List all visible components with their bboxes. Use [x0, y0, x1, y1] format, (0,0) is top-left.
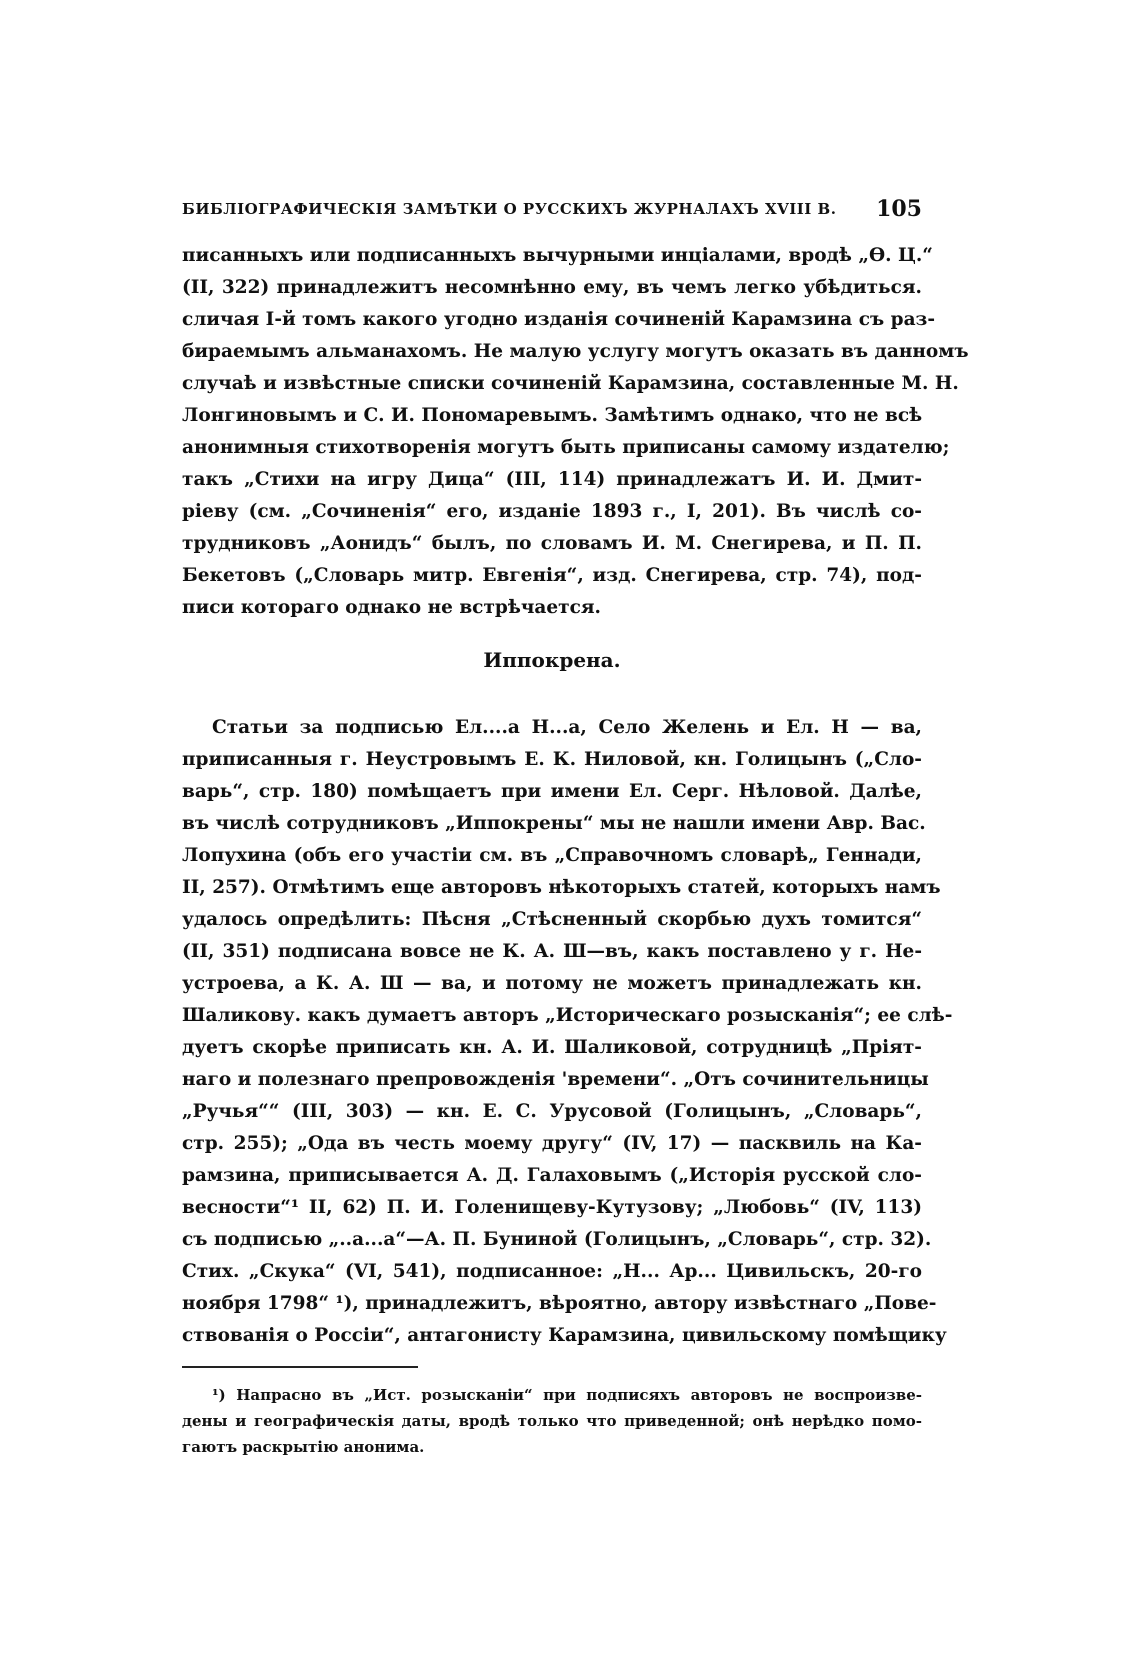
- text-line: случаѣ и извѣстные списки сочиненій Карамзина, составленные М. Н.: [182, 373, 959, 394]
- text-line: (II, 351) подписана вовсе не К. А. Ш—въ, какъ поставлено у г. Не-: [182, 941, 922, 962]
- footnote-line: дены и географическія даты, вродѣ только что приведенной; онѣ нерѣдко помо-: [182, 1412, 922, 1430]
- text-line: стр. 255); „Ода въ честь моему другу“ (IV, 17) — пасквиль на Ка-: [182, 1133, 922, 1154]
- text-line: Стих. „Скука“ (VI, 541), подписанное: „Н... Ар... Цивильскъ, 20-го: [182, 1261, 922, 1282]
- text-line: въ числѣ сотрудниковъ „Иппокрены“ мы не нашли имени Авр. Вас.: [182, 813, 926, 834]
- text-line: писанныхъ или подписанныхъ вычурными инціалами, вродѣ „Ө. Ц.“: [182, 245, 933, 266]
- text-line: писи котораго однако не встрѣчается.: [182, 597, 601, 618]
- footnote-line: ¹) Напрасно въ „Ист. розысканіи“ при подписяхъ авторовъ не воспроизве-: [212, 1386, 922, 1404]
- text-line: Лопухина (объ его участіи см. въ „Справочномъ словарѣ„ Геннади,: [182, 845, 922, 866]
- text-line: весности“¹ II, 62) П. И. Голенищеву-Кутузову; „Любовь“ (IV, 113): [182, 1197, 922, 1218]
- page-number: 105: [876, 196, 922, 222]
- text-line: Статьи за подписью Ел....а Н...а, Село Желень и Ел. Н — ва,: [212, 717, 922, 738]
- running-header: [182, 196, 922, 230]
- text-line: съ подписью „..а...а“—А. П. Буниной (Голицынъ, „Словарь“, стр. 32).: [182, 1229, 932, 1250]
- text-line: анонимныя стихотворенія могутъ быть приписаны самому издателю;: [182, 437, 950, 458]
- text-line: рамзина, приписывается А. Д. Галаховымъ („Исторія русской сло-: [182, 1165, 922, 1186]
- text-line: приписанныя г. Неустровымъ Е. К. Ниловой, кн. Голицынъ („Сло-: [182, 749, 922, 770]
- section-heading: Иппокрена.: [483, 648, 621, 672]
- text-line: устроева, а К. А. Ш — ва, и потому не можетъ принадлежать кн.: [182, 973, 922, 994]
- text-line: такъ „Стихи на игру Дица“ (III, 114) принадлежатъ И. И. Дмит-: [182, 469, 922, 490]
- footnote-divider: [182, 1366, 418, 1368]
- text-line: Шаликову. какъ думаетъ авторъ „Историческаго розысканія“; ее слѣ-: [182, 1005, 953, 1026]
- text-line: ноября 1798“ ¹), принадлежитъ, вѣроятно, автору извѣстнаго „Пове-: [182, 1293, 937, 1314]
- text-line: сличая I-й томъ какого угодно изданія сочиненій Карамзина съ раз-: [182, 309, 936, 330]
- text-line: удалось опредѣлить: Пѣсня „Стѣсненный скорбью духъ томится“: [182, 909, 922, 930]
- text-line: (II, 322) принадлежитъ несомнѣнно ему, въ чемъ легко убѣдиться.: [182, 277, 922, 298]
- text-line: наго и полезнаго препровожденія 'времени“. „Отъ сочинительницы: [182, 1069, 929, 1090]
- text-line: Лонгиновымъ и С. И. Пономаревымъ. Замѣтимъ однако, что не всѣ: [182, 405, 923, 426]
- text-line: бираемымъ альманахомъ. Не малую услугу могутъ оказать въ данномъ: [182, 341, 969, 362]
- text-line: варь“, стр. 180) помѣщаетъ при имени Ел. Серг. Нѣловой. Далѣе,: [182, 781, 922, 802]
- footnote-line: гаютъ раскрытію анонима.: [182, 1438, 425, 1456]
- running-title: БИБЛІОГРАФИЧЕСКІЯ ЗАМѢТКИ О РУССКИХЪ ЖУРНАЛАХЪ XVIII В.: [182, 200, 837, 218]
- text-line: трудниковъ „Аонидъ“ былъ, по словамъ И. М. Снегирева, и П. П.: [182, 533, 922, 554]
- text-line: ріеву (см. „Сочиненія“ его, изданіе 1893 г., I, 201). Въ числѣ со-: [182, 501, 922, 522]
- text-line: ствованія о Россіи“, антагонисту Карамзина, цивильскому помѣщику: [182, 1325, 947, 1346]
- text-line: „Ручья““ (III, 303) — кн. Е. С. Урусовой (Голицынъ, „Словарь“,: [182, 1101, 922, 1122]
- text-line: II, 257). Отмѣтимъ еще авторовъ нѣкоторыхъ статей, которыхъ намъ: [182, 877, 941, 898]
- text-line: Бекетовъ („Словарь митр. Евгенія“, изд. Снегирева, стр. 74), под-: [182, 565, 922, 586]
- text-line: дуетъ скорѣе приписать кн. А. И. Шаликовой, сотрудницѣ „Пріят-: [182, 1037, 922, 1058]
